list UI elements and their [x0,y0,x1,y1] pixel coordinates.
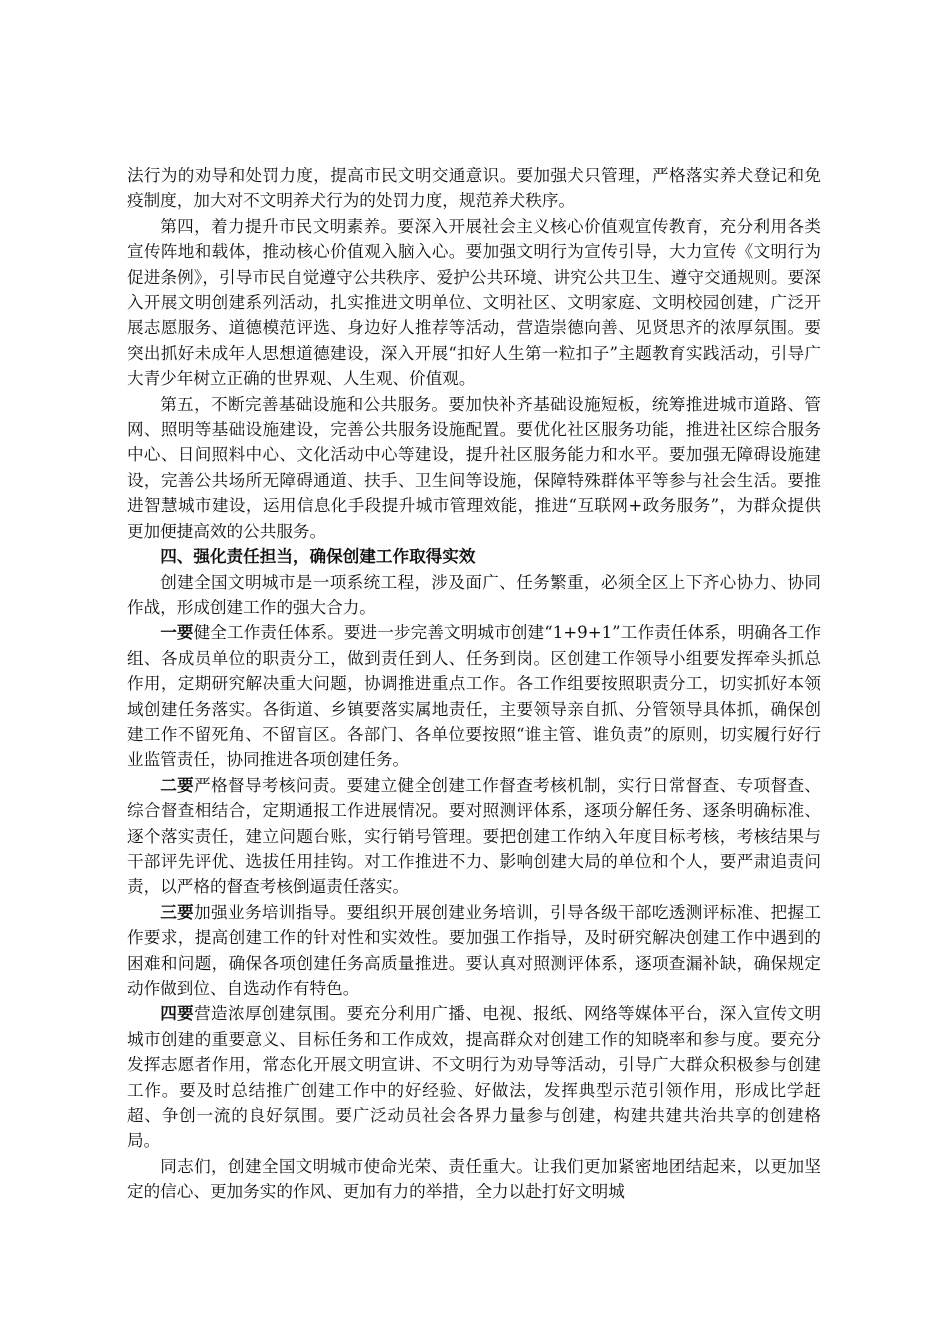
item-2-lead: 二要 [160,774,195,795]
item-1-text: 健全工作责任体系。要进一步完善文明城市创建“1+9+1”工作责任体系，明确各工作组、各成员单位的职责分工，做到责任到人、任务到岗。区创建工作领导小组要发挥牵头抓总作用，定期研究解决重大问题，协调推进重点工作。各工作组要按照职责分工，切实抓好本领域创建任务落实。各街道、乡镇要落实属地责任，主要领导亲自抓、分管领导具体抓，确保创建工作不留死角、不留盲区。各部门、各单位要按照“谁主管、谁负责”的原则，切实履行好行业监管责任，协同推进各项创建任务。 [127,623,822,770]
document-page [127,163,821,1205]
paragraph-item-2 [127,773,821,900]
item-3-lead: 三要 [160,901,195,922]
paragraph-fifth-point: 第五，不断完善基础设施和公共服务。要加快补齐基础设施短板，统筹推进城市道路、管网、照明等基础设施建设，完善公共服务设施配置。要优化社区服务功能，推进社区综合服务中心、日间照料中心、文化活动中心等建设，提升社区服务能力和水平。要加强无障碍设施建设，完善公共场所无障碍通道、扶手、卫生间等设施，保障特殊群体平等参与社会生活。要推进智慧城市建设，运用信息化手段提升城市管理效能，推进“互联网+政务服务”，为群众提供更加便捷高效的公共服务。 [127,394,821,541]
paragraph-continuation: 法行为的劝导和处罚力度，提高市民文明交通意识。要加强犬只管理，严格落实养犬登记和免疫制度，加大对不文明养犬行为的处罚力度，规范养犬秩序。 [127,166,821,211]
item-3-text: 加强业务培训指导。要组织开展创建业务培训，引导各级干部吃透测评标准、把握工作要求，提高创建工作的针对性和实效性。要加强工作指导，及时研究解决创建工作中遇到的困难和问题，确保各项创建任务高质量推进。要认真对照测评体系，逐项查漏补缺，确保规定动作做到位、自选动作有特色。 [127,902,821,998]
paragraph-item-3 [127,900,821,1002]
item-4-text: 营造浓厚创建氛围。要充分利用广播、电视、报纸、网络等媒体平台，深入宣传文明城市创建的重要意义、目标任务和工作成效，提高群众对创建工作的知晓率和参与度。要充分发挥志愿者作用，常态化开展文明宣讲、不文明行为劝导等活动，引导广大群众积极参与创建工作。要及时总结推广创建工作中的好经验、好做法，发挥典型示范引领作用，形成比学赶超、争创一流的良好氛围。要广泛动员社会各界力量参与创建，构建共建共治共享的创建格局。 [127,1004,821,1151]
item-2-text: 严格督导考核问责。要建立健全创建工作督查考核机制，实行日常督查、专项督查、综合督查相结合，定期通报工作进展情况。要对照测评体系，逐项分解任务、逐条明确标准、逐个落实责任，建立问题台账，实行销号管理。要把创建工作纳入年度目标考核，考核结果与干部评先评优、选拔任用挂钩。对工作推进不力、影响创建大局的单位和个人，要严肃追责问责，以严格的督查考核倒逼责任落实。 [127,775,821,897]
paragraph-item-4 [127,1001,821,1153]
paragraph-fourth-point: 第四，着力提升市民文明素养。要深入开展社会主义核心价值观宣传教育，充分利用各类宣传阵地和载体，推动核心价值观入脑入心。要加强文明行为宣传引导，大力宣传《文明行为促进条例》，引导市民自觉遵守公共秩序、爱护公共环境、讲究公共卫生、遵守交通规则。要深入开展文明创建系列活动，扎实推进文明单位、文明社区、文明家庭、文明校园创建，广泛开展志愿服务、道德模范评选、身边好人推荐等活动，营造崇德向善、见贤思齐的浓厚氛围。要突出抓好未成年人思想道德建设，深入开展“扣好人生第一粒扣子”主题教育实践活动，引导广大青少年树立正确的世界观、人生观、价值观。 [127,216,821,389]
item-1-lead: 一要 [160,622,194,643]
paragraph-closing: 同志们，创建全国文明城市使命光荣、责任重大。让我们更加紧密地团结起来，以更加坚定的信心、更加务实的作风、更加有力的举措，全力以赴打好文明城 [127,1156,821,1202]
paragraph-section-intro: 创建全国文明城市是一项系统工程，涉及面广、任务繁重，必须全区上下齐心协力、协同作战，形成创建工作的强大合力。 [127,572,821,617]
section-heading-4: 四、强化责任担当，确保创建工作取得实效 [160,546,476,567]
paragraph-item-1 [127,620,821,772]
item-4-lead: 四要 [160,1003,195,1024]
